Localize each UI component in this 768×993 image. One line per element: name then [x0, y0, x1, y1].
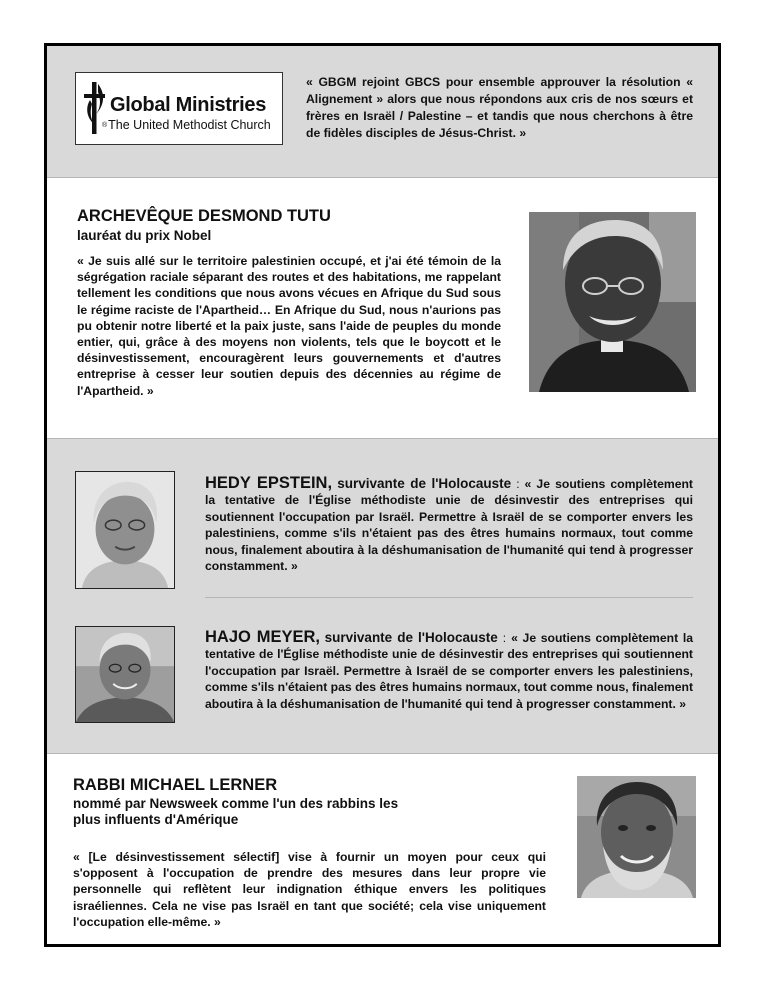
gbgm-section: [47, 46, 718, 177]
meyer-quote: « Je soutiens complètement la tentative de l'Église méthodiste unie de désinvestir des entreprises qui soutiennent l'occupation par Israël. Permettre à Israël de se comporter envers les palestiniens, comme s'ils n'étaient pas des êtres humains normaux, tout comme nous, finalement aboutira à la déshumanisation de l'humanité qui tend à progresser constamment. »: [205, 631, 694, 711]
tutu-quote: « Je suis allé sur le territoire palestinien occupé, et j'ai été témoin de la ségrégation raciale séparant des routes et des habitations, me rappelant tellement les conditions que nous avons vécues en Afrique du Sud sous le régime raciste de l'Apartheid… En Afrique du Sud, nous n'aurions pas pu obtenir notre liberté et la paix juste, sans l'aide de peuples du monde entier, qui, grâce à des moyens non violents, tels que le boycott et le désinvestissement, encouragèrent leurs gouvernements et d'autres entreprise à cesser leur soutien depuis des décennies au régime de l'Apartheid. »: [77, 254, 501, 398]
lerner-title: nommé par Newsweek comme l'un des rabbins les plus influents d'Amérique: [73, 796, 399, 827]
epstein-name: HEDY EPSTEIN,: [205, 474, 333, 492]
tutu-name: ARCHEVÊQUE DESMOND TUTU: [77, 207, 331, 225]
tutu-photo: [529, 212, 696, 392]
meyer-title: survivante de l'Holocauste: [324, 630, 498, 645]
inner-divider: [205, 597, 693, 598]
lerner-section: [47, 754, 718, 947]
tutu-section: [47, 178, 718, 438]
epstein-photo: [75, 471, 175, 589]
registered-mark: ®: [102, 122, 108, 130]
logo-subtitle-text: The United Methodist Church: [108, 118, 271, 132]
holocaust-survivors-section: [47, 439, 718, 753]
tutu-title: lauréat du prix Nobel: [77, 228, 212, 243]
global-ministries-logo: [75, 72, 283, 145]
logo-subtitle: [102, 118, 271, 132]
meyer-photo: [75, 626, 175, 723]
meyer-name: HAJO MEYER,: [205, 628, 320, 646]
lerner-quote: « [Le désinvestissement sélectif] vise à fournir un moyen pour ceux qui s'opposent à l'occupation de prendre des mesures dans leur propre vie personnelle qui reflètent leur indignation éthique envers les politiques israéliennes. Cela ne vise pas Israël en tant que société; cela vise uniquement l'occupation elle-même. »: [73, 850, 546, 929]
flyer-frame: [44, 43, 721, 947]
gbgm-quote: « GBGM rejoint GBCS pour ensemble approuver la résolution « Alignement » alors que nous répondons aux cris de nos sœurs et frères en Israël / Palestine – et tandis que nous cherchons à être de fidèles disciples de Jésus-Christ. »: [306, 75, 693, 140]
epstein-colon: :: [516, 477, 520, 491]
lerner-name: RABBI MICHAEL LERNER: [73, 776, 278, 794]
epstein-quote: « Je soutiens complètement la tentative de l'Église méthodiste unie de désinvestir des entreprises qui soutiennent l'occupation par Israël. Permettre à Israël de se comporter envers les palestiniens, comme s'ils n'étaient pas des êtres humains normaux, tout comme nous, finalement aboutira à la déshumanisation de l'humanité qui tend à progresser constamment. »: [205, 477, 693, 574]
logo-name: Global Ministries: [110, 94, 267, 116]
epstein-statement: [205, 475, 693, 574]
epstein-title: survivante de l'Holocauste: [337, 476, 512, 491]
lerner-photo: [577, 776, 696, 898]
meyer-colon: :: [502, 631, 507, 645]
meyer-statement: [205, 629, 693, 712]
